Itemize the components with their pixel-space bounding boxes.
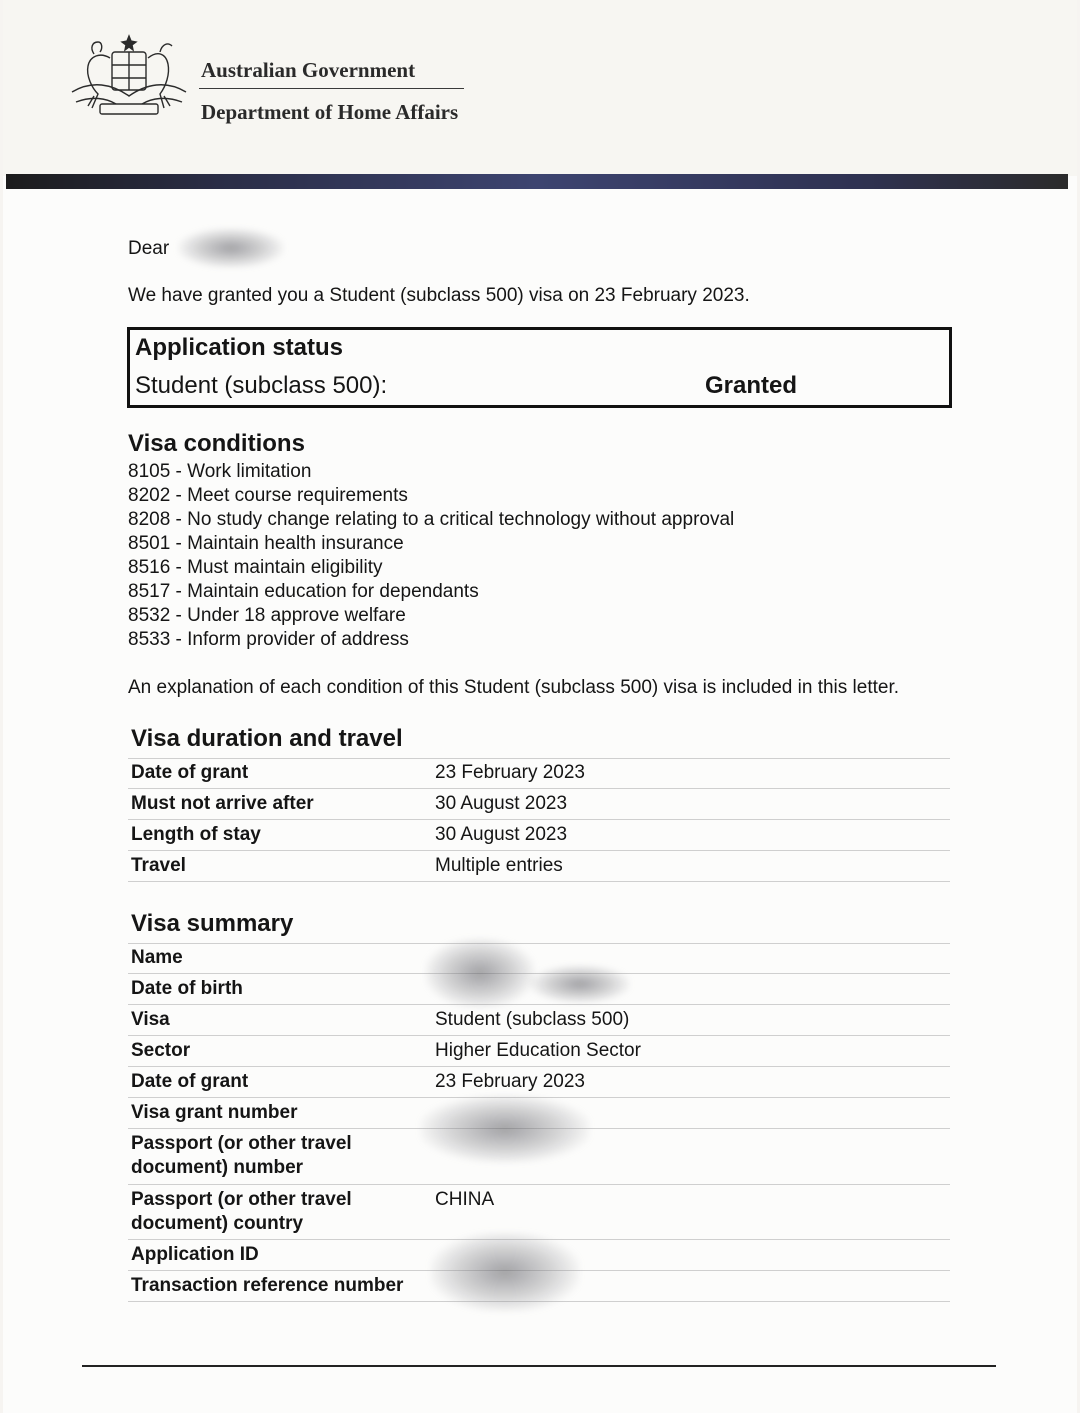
row-value: 23 February 2023 [435, 1071, 585, 1092]
row-label: Length of stay [131, 824, 261, 845]
redacted-name-dob [425, 938, 535, 1008]
redacted-application-transaction-ids [430, 1232, 580, 1312]
redacted-recipient-name [178, 228, 284, 268]
coat-of-arms-icon [64, 32, 194, 128]
table-row [128, 758, 950, 789]
row-label: Visa grant number [131, 1102, 298, 1123]
visa-duration-heading: Visa duration and travel [131, 725, 403, 752]
row-value: CHINA [435, 1189, 495, 1210]
visa-type-label: Student (subclass 500): [135, 372, 388, 399]
condition-item: 8105 - Work limitation [128, 461, 312, 482]
table-row [128, 1067, 950, 1098]
row-label: Must not arrive after [131, 793, 314, 814]
row-value: 30 August 2023 [435, 793, 568, 814]
header-divider [199, 88, 464, 89]
condition-item: 8516 - Must maintain eligibility [128, 557, 383, 578]
redacted-dob-detail [530, 965, 630, 1003]
row-label: Date of grant [131, 762, 249, 783]
application-status-box [127, 327, 952, 408]
row-value: 30 August 2023 [435, 824, 568, 845]
table-row [128, 1005, 950, 1036]
row-label: Application ID [131, 1244, 259, 1265]
row-label: Sector [131, 1040, 191, 1061]
row-label: Visa [131, 1009, 170, 1030]
condition-item: 8532 - Under 18 approve welfare [128, 605, 406, 626]
salutation: Dear [128, 238, 170, 259]
status-badge: Granted [705, 372, 798, 399]
application-status-heading: Application status [135, 334, 344, 361]
header-accent-bar [6, 174, 1068, 189]
table-row [128, 789, 950, 820]
table-row [128, 1036, 950, 1067]
row-value: Higher Education Sector [435, 1040, 641, 1061]
row-label: Passport (or other travel document) country [131, 1189, 352, 1234]
row-value: Multiple entries [435, 855, 563, 876]
row-label: Name [131, 947, 183, 968]
department-name: Department of Home Affairs [201, 100, 459, 124]
visa-summary-heading: Visa summary [131, 910, 294, 937]
row-label: Passport (or other travel document) number [131, 1133, 352, 1178]
condition-item: 8202 - Meet course requirements [128, 485, 408, 506]
conditions-note: An explanation of each condition of this Student (subclass 500) visa is included in this letter. [128, 677, 900, 698]
row-value: 23 February 2023 [435, 762, 585, 783]
row-label: Travel [131, 855, 186, 876]
row-label: Date of birth [131, 978, 243, 999]
visa-conditions-heading: Visa conditions [128, 430, 305, 457]
government-name: Australian Government [201, 58, 416, 82]
grant-intro: We have granted you a Student (subclass 500) visa on 23 February 2023. [128, 285, 750, 306]
row-label: Date of grant [131, 1071, 249, 1092]
condition-item: 8501 - Maintain health insurance [128, 533, 404, 554]
condition-item: 8517 - Maintain education for dependants [128, 581, 479, 602]
row-label: Transaction reference number [131, 1275, 404, 1296]
table-row [128, 820, 950, 851]
table-row [128, 851, 950, 882]
redacted-grant-passport-number [420, 1095, 590, 1163]
condition-item: 8533 - Inform provider of address [128, 629, 409, 650]
condition-item: 8208 - No study change relating to a critical technology without approval [128, 509, 735, 530]
footer-divider [82, 1365, 996, 1367]
row-value: Student (subclass 500) [435, 1009, 630, 1030]
